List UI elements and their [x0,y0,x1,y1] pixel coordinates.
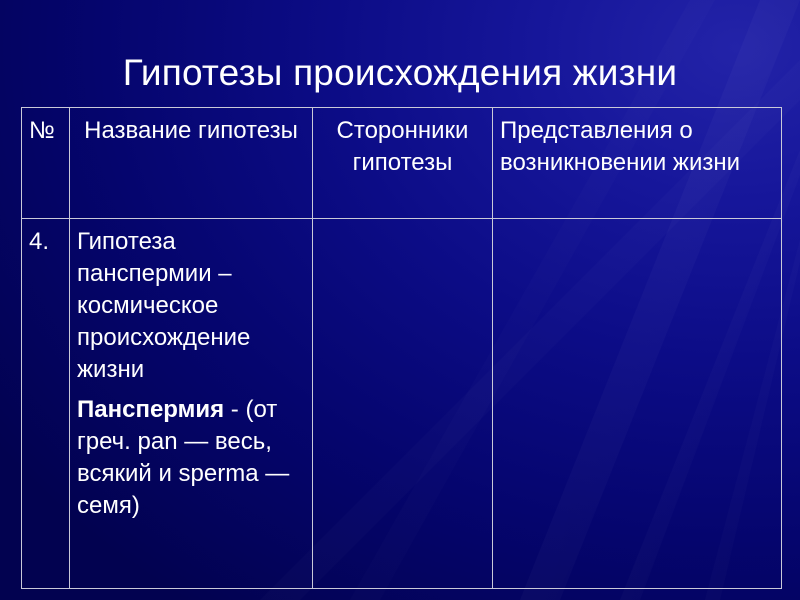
cell-supporters [313,219,493,589]
header-name-label: Название гипотезы [84,117,298,144]
header-number-label: № [29,117,55,144]
hypothesis-definition [77,394,305,522]
hypothesis-term: Панспермия [77,396,225,423]
cell-ideas [493,219,782,589]
header-ideas-label: Представления о возникновении жизни [500,117,741,176]
row-number: 4. [29,228,50,255]
hypothesis-name: Гипотеза панспермии – космическое происхождение жизни [77,228,251,383]
cell-number [22,219,70,589]
table-row [22,219,782,589]
slide-title: Гипотезы происхождения жизни [122,52,678,93]
header-number [22,108,70,219]
hypothesis-etymology: - (от греч. pan — весь, всякий и sperma — семя) [77,396,290,519]
header-ideas [493,108,782,219]
header-supporters-label: Сторонники гипотезы [336,117,469,176]
hypotheses-table [21,107,782,589]
cell-name [70,219,313,589]
header-supporters [313,108,493,219]
table-header-row [22,108,782,219]
header-name [70,108,313,219]
